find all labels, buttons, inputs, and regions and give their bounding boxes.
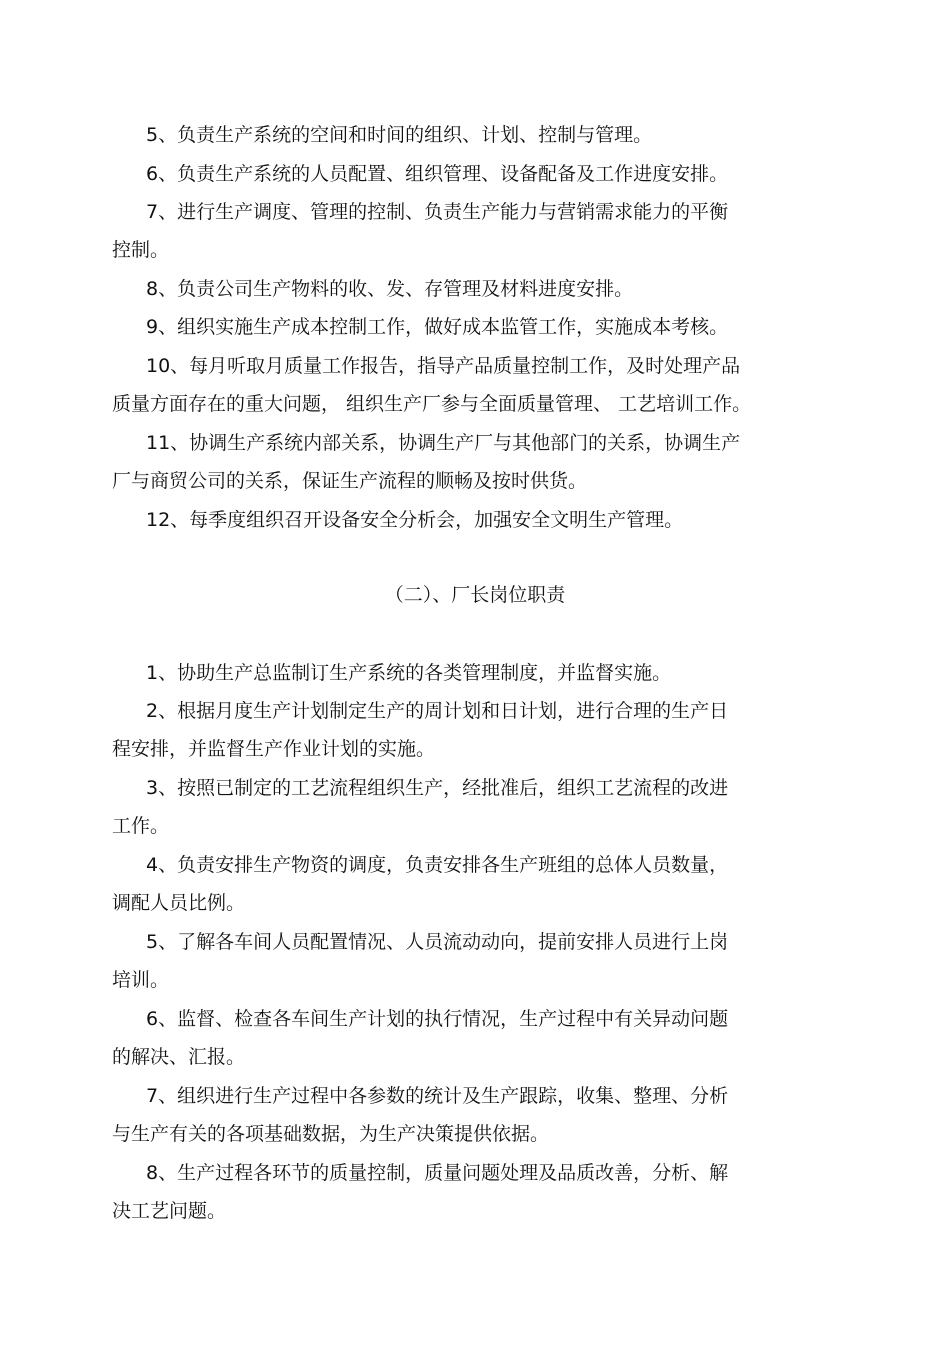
paragraph-line: 10、每月听取月质量工作报告，指导产品质量控制工作，及时处理产品 <box>146 355 741 377</box>
paragraph-line: 7、组织进行生产过程中各参数的统计及生产跟踪，收集、整理、分析 <box>146 1085 729 1107</box>
paragraph-line: 9、组织实施生产成本控制工作，做好成本监管工作，实施成本考核。 <box>146 316 729 338</box>
paragraph-line: 11、协调生产系统内部关系，协调生产厂与其他部门的关系，协调生产 <box>146 432 741 454</box>
paragraph-line: 5、了解各车间人员配置情况、人员流动动向，提前安排人员进行上岗 <box>146 931 729 953</box>
paragraph-line: 12、每季度组织召开设备安全分析会，加强安全文明生产管理。 <box>146 509 684 531</box>
paragraph-line: 1、协助生产总监制订生产系统的各类管理制度，并监督实施。 <box>146 662 672 684</box>
paragraph-line: 的解决、汇报。 <box>112 1046 246 1068</box>
paragraph-line: 调配人员比例。 <box>112 892 246 914</box>
paragraph-line: 8、生产过程各环节的质量控制，质量问题处理及品质改善，分析、解 <box>146 1162 729 1184</box>
paragraph-line: 质量方面存在的重大问题， 组织生产厂参与全面质量管理、 工艺培训工作。 <box>112 393 752 415</box>
paragraph-line: 6、监督、检查各车间生产计划的执行情况，生产过程中有关异动问题 <box>146 1008 729 1030</box>
paragraph-line: 培训。 <box>112 969 170 991</box>
paragraph-line: 厂与商贸公司的关系，保证生产流程的顺畅及按时供货。 <box>112 470 588 492</box>
paragraph-line: 与生产有关的各项基础数据，为生产决策提供依据。 <box>112 1123 550 1145</box>
paragraph-line: 控制。 <box>112 239 170 261</box>
paragraph-line: 程安排，并监督生产作业计划的实施。 <box>112 738 436 760</box>
paragraph-line: 2、根据月度生产计划制定生产的周计划和日计划，进行合理的生产日 <box>146 700 729 722</box>
paragraph-line: 4、负责安排生产物资的调度，负责安排各生产班组的总体人员数量， <box>146 854 729 876</box>
paragraph-line: 3、按照已制定的工艺流程组织生产，经批准后，组织工艺流程的改进 <box>146 777 729 799</box>
section-heading: （二）、厂长岗位职责 <box>384 584 566 606</box>
paragraph-line: 决工艺问题。 <box>112 1200 227 1222</box>
paragraph-line: 5、负责生产系统的空间和时间的组织、计划、控制与管理。 <box>146 124 653 146</box>
paragraph-line: 8、负责公司生产物料的收、发、存管理及材料进度安排。 <box>146 278 634 300</box>
paragraph-line: 6、负责生产系统的人员配置、组织管理、设备配备及工作进度安排。 <box>146 163 729 185</box>
paragraph-line: 7、进行生产调度、管理的控制、负责生产能力与营销需求能力的平衡 <box>146 201 729 223</box>
paragraph-line: 工作。 <box>112 815 170 837</box>
